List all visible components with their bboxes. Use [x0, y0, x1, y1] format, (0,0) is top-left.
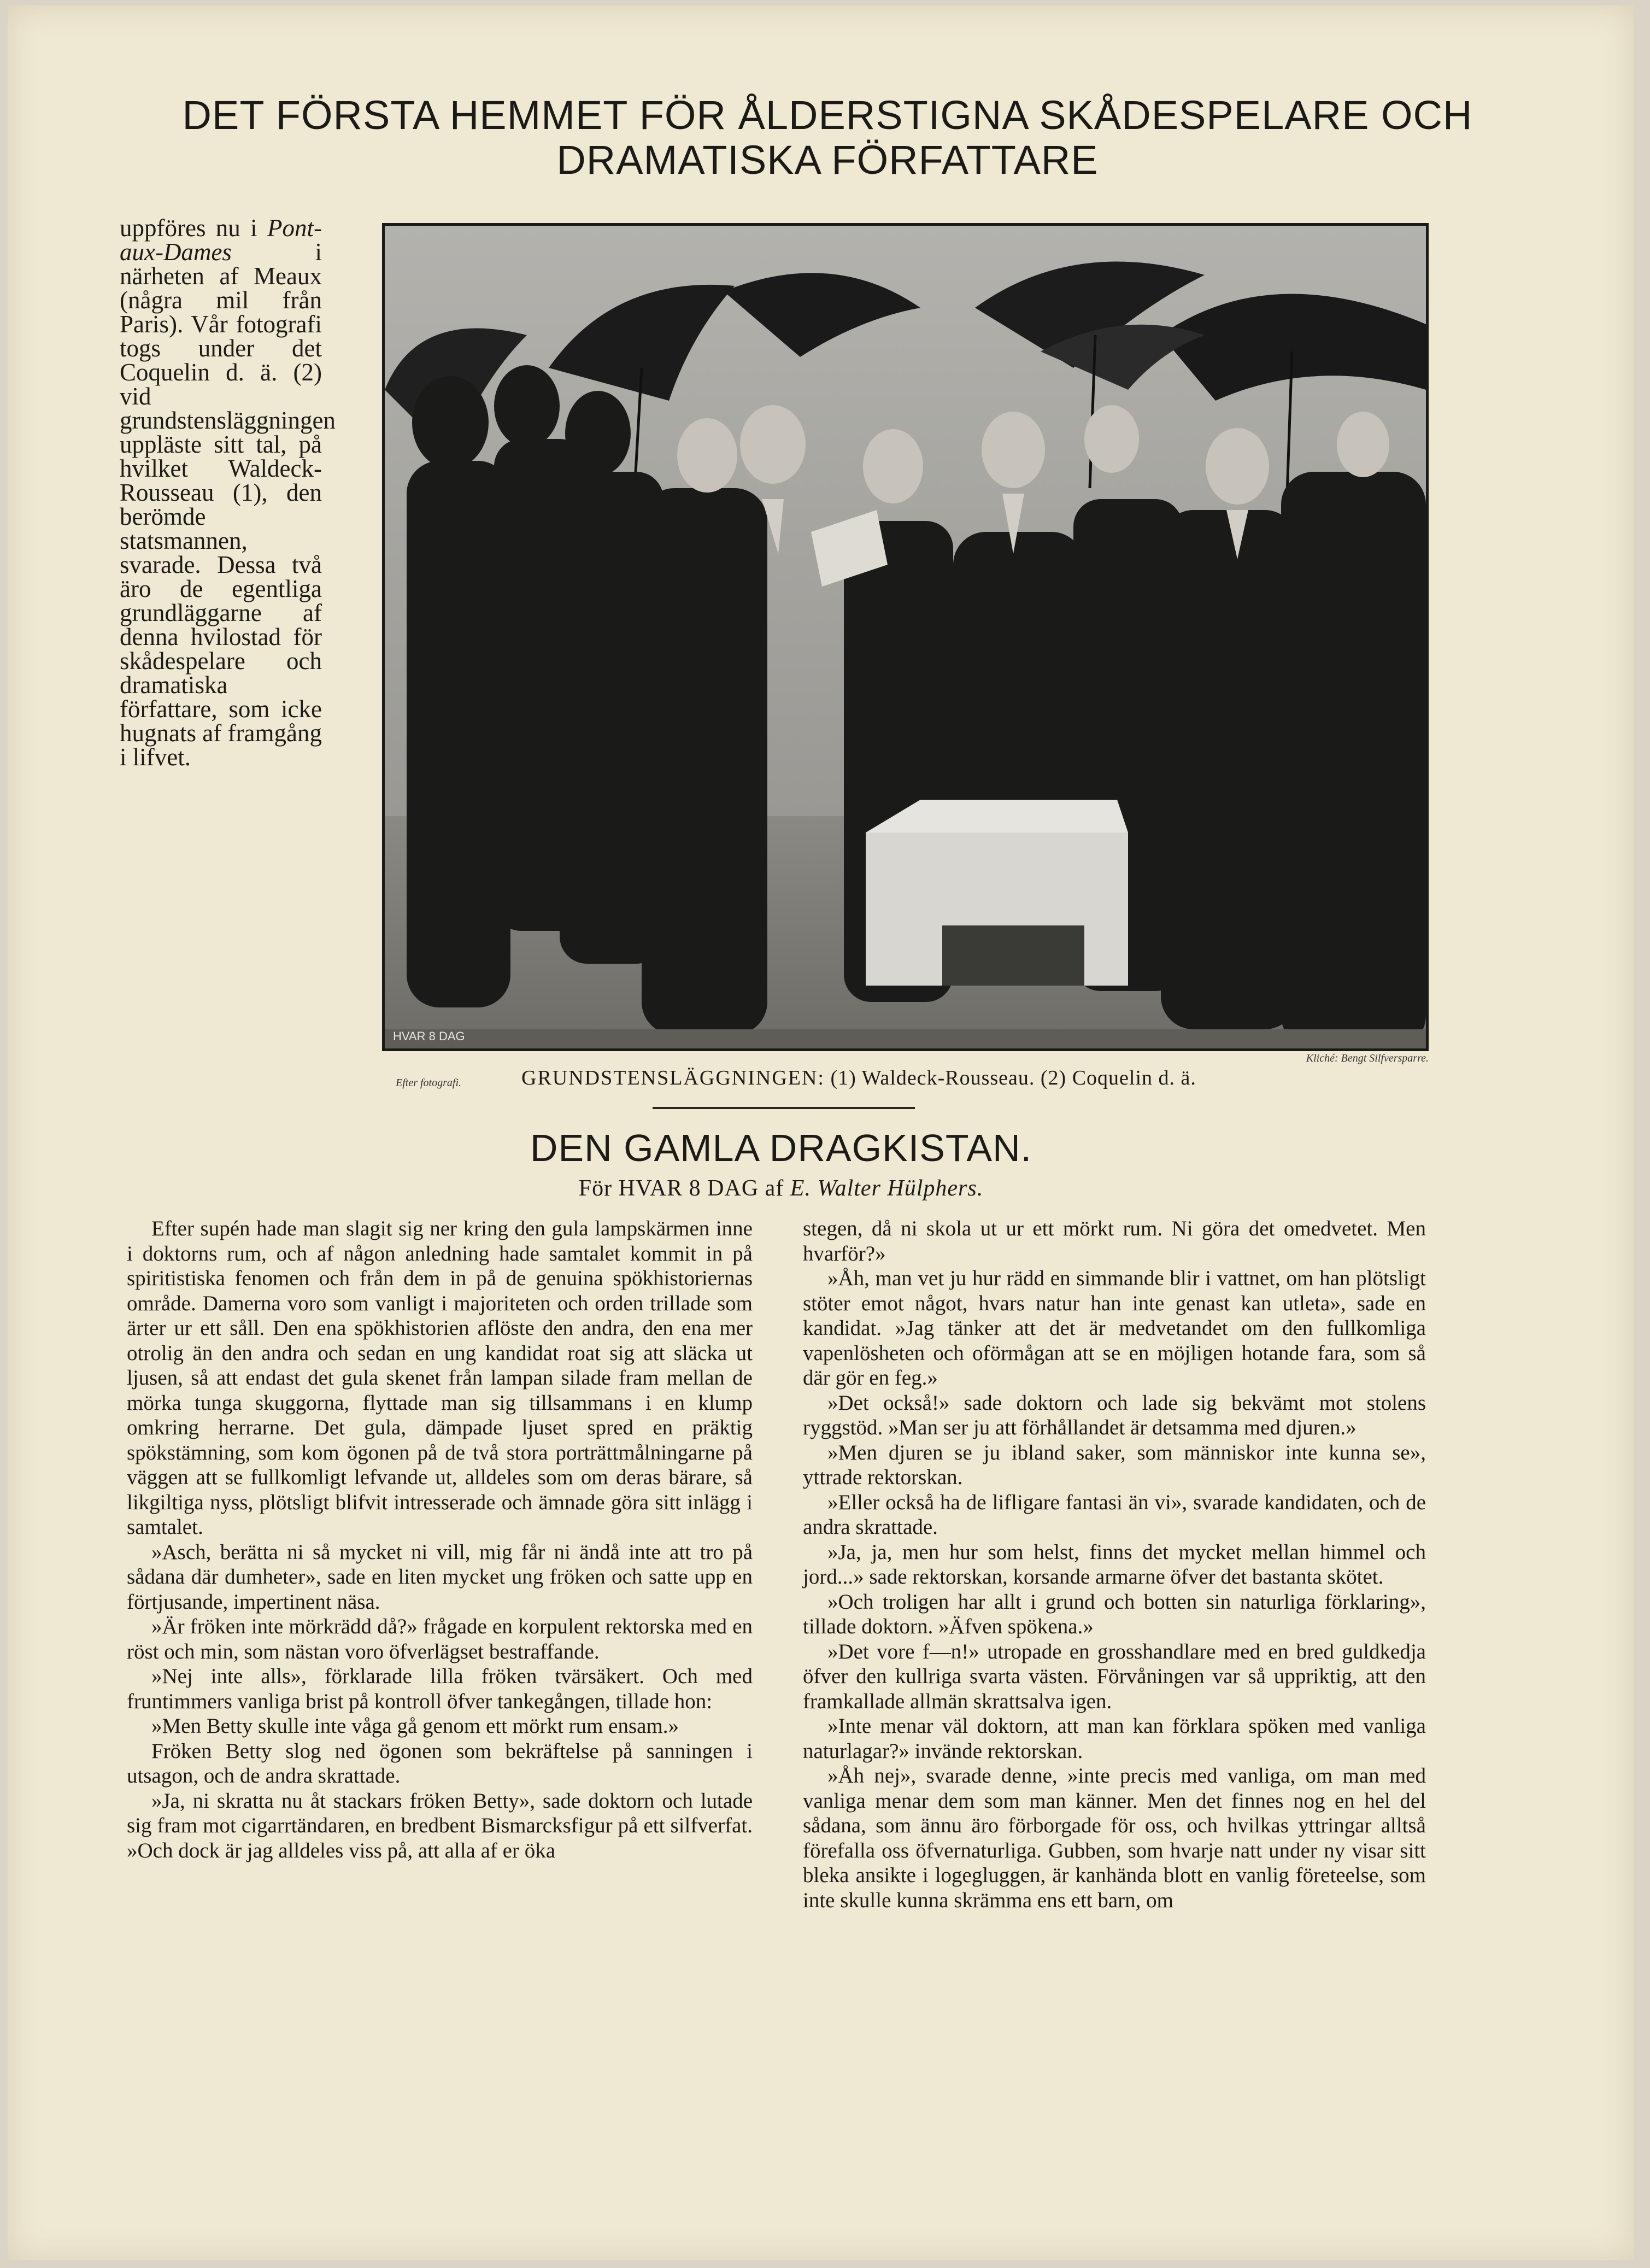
- paragraph: »Eller också ha de lifligare fantasi än vi», svarade kandidaten, och de andra skrattade.: [803, 1490, 1426, 1539]
- side-text-part2: i närheten af Meaux (några mil från Paris). Vår fotografi togs under det Coquelin d. ä. (2) vid grundstensläggningen uppläste sitt tal, på hvilket Waldeck-Rousseau (1), den berömde statsmannen, svarade. Dessa två äro de egentliga grundläggarne af denna hvilostad för skådespelare och dramatiska författare, som icke hugnats af framgång i lifvet.: [120, 238, 336, 771]
- paragraph: »Inte menar väl doktorn, att man kan förklara spöken med vanliga naturlagar?» invände rektorskan.: [803, 1714, 1426, 1763]
- paragraph: stegen, då ni skola ut ur ett mörkt rum. Ni göra det omedvetet. Men hvarför?»: [803, 1217, 1426, 1265]
- story-column-right: [803, 1216, 1426, 1913]
- byline-prefix: För HVAR 8 DAG af: [578, 1176, 790, 1201]
- headline: DET FÖRSTA HEMMET FÖR ÅLDERSTIGNA SKÅDESPELARE OCH DRAMATISKA FÖRFATTARE: [182, 92, 1473, 183]
- paragraph: »Är fröken inte mörkrädd då?» frågade en korpulent rektorska med en röst och min, som nästan voro öfverlägset bestraffande.: [127, 1615, 753, 1663]
- byline-author: E. Walter Hülphers.: [790, 1176, 984, 1201]
- story-column-left: [127, 1216, 753, 1863]
- paragraph: »Åh nej», svarade denne, »inte precis med vanliga, om man med vanliga menar dem som man känner. Men det finnes nog en hel del sådana, som ännu äro förborgade för oss, och hvilkas yttringar alltså förefalla oss öfvernaturliga. Gubben, som hvarje natt under ny visar sitt bleka ansikte i logegluggen, är kanhända blott en vanlig företeelse, som inte skulle kunna skrämma ens ett barn, om: [803, 1764, 1426, 1912]
- paragraph: »Det också!» sade doktorn och lade sig bekvämt mot stolens ryggstöd. »Man ser ju att förhållandet är detsamma med djuren.»: [803, 1391, 1426, 1439]
- caption-head: GRUNDSTENSLÄGGNINGEN:: [521, 1066, 825, 1089]
- newspaper-page: [8, 5, 1634, 2260]
- paragraph: »Och troligen har allt i grund och botten sin naturliga förklaring», tillade doktorn. »Äfven spökena.»: [803, 1590, 1426, 1638]
- side-text: [120, 214, 336, 771]
- story-byline: [172, 1175, 1390, 1202]
- ceremony-photograph: [382, 223, 1429, 1051]
- paragraph: »Men Betty skulle inte våga gå genom ett mörkt rum ensam.»: [151, 1714, 679, 1738]
- photo-source: Efter fotografi.: [396, 1077, 461, 1089]
- paragraph: »Asch, berätta ni så mycket ni vill, mig får ni ändå inte att tro på sådana där dumheter», sade en liten mycket ung fröken och satte upp en förtjusande, impertinent näsa.: [127, 1540, 753, 1614]
- photo-watermark: HVAR 8 DAG: [393, 1029, 465, 1043]
- paragraph: »Åh, man vet ju hur rädd en simmande blir i vattnet, om han plötsligt stöter emot något, hvars natur han inte genast kan utleta», sade en kandidat. »Jag tänker att det är medvetandet om den fullkomliga vapenlösheten och oförmågan att se en möjligen hotande fara, som så där gör en feg.»: [803, 1267, 1426, 1390]
- side-text-place: Pont-aux-Dames: [120, 214, 322, 266]
- story-title: DEN GAMLA DRAGKISTAN.: [530, 1127, 1032, 1169]
- paragraph: »Ja, ja, men hur som helst, finns det mycket mellan himmel och jord...» sade rektorskan, korsande armarne öfver det bastanta skötet.: [803, 1540, 1426, 1589]
- photo-caption: [521, 1066, 1374, 1090]
- side-text-part1: uppföres nu i: [120, 214, 268, 242]
- caption-text: (1) Waldeck-Rousseau. (2) Coquelin d. ä.: [830, 1066, 1196, 1089]
- paragraph: »Det vore f—n!» utropade en grosshandlare med en bred guldkedja öfver den kullriga svarta västen. Förvåningen var så uppriktig, att den framkallade allmän skrattsalva igen.: [803, 1639, 1426, 1713]
- paragraph: Fröken Betty slog ned ögonen som bekräftelse på sanningen i utsagon, och de andra skrattade.: [127, 1739, 753, 1788]
- paragraph: »Ja, ni skratta nu åt stackars fröken Betty», sade doktorn och lutade sig fram mot cigarrtändaren, en bredbent Bismarcksfigur på ett silfverfat. »Och dock är jag alldeles viss på, att alla af er öka: [127, 1789, 753, 1862]
- paragraph: Efter supén hade man slagit sig ner kring den gula lampskärmen inne i doktorns rum, och af någon anledning hade samtalet kommit in på spiritistiska fenomen och från dem in på de genuina spökhistoriernas område. Damerna voro som vanligt i majoriteten och orden trillade som ärter ur ett såll. Den ena spökhistorien aflöste den andra, den ena mer otrolig än den andra och sedan en ung kandidat roat sig att släcka ut ljusen, så att endast det gula skenet från lampan silade fram mellan de mörka tunga skuggorna, flyttade man sig tillsammans i en klump omkring herrarne. Det gula, dämpade ljuset spred en präktig spökstämning, som kom ögonen på de två stora porträttmålningarne på väggen att se fullkomligt lefvande ut, alldeles som om deras bärare, så likgiltiga nyss, plötsligt blifvit intresserade och ämnade göra sitt inlägg i samtalet.: [127, 1217, 753, 1539]
- paragraph: »Men djuren se ju ibland saker, som människor inte kunna se», yttrade rektorskan.: [803, 1440, 1426, 1489]
- paragraph: »Nej inte alls», förklarade lilla fröken tvärsäkert. Och med fruntimmers vanliga brist på kontroll öfver tankegången, tillade hon:: [127, 1665, 753, 1713]
- photo-illustration: [385, 226, 1426, 1048]
- photo-credit: Kliché: Bengt Silfversparre.: [1306, 1052, 1429, 1064]
- section-divider: [653, 1107, 915, 1109]
